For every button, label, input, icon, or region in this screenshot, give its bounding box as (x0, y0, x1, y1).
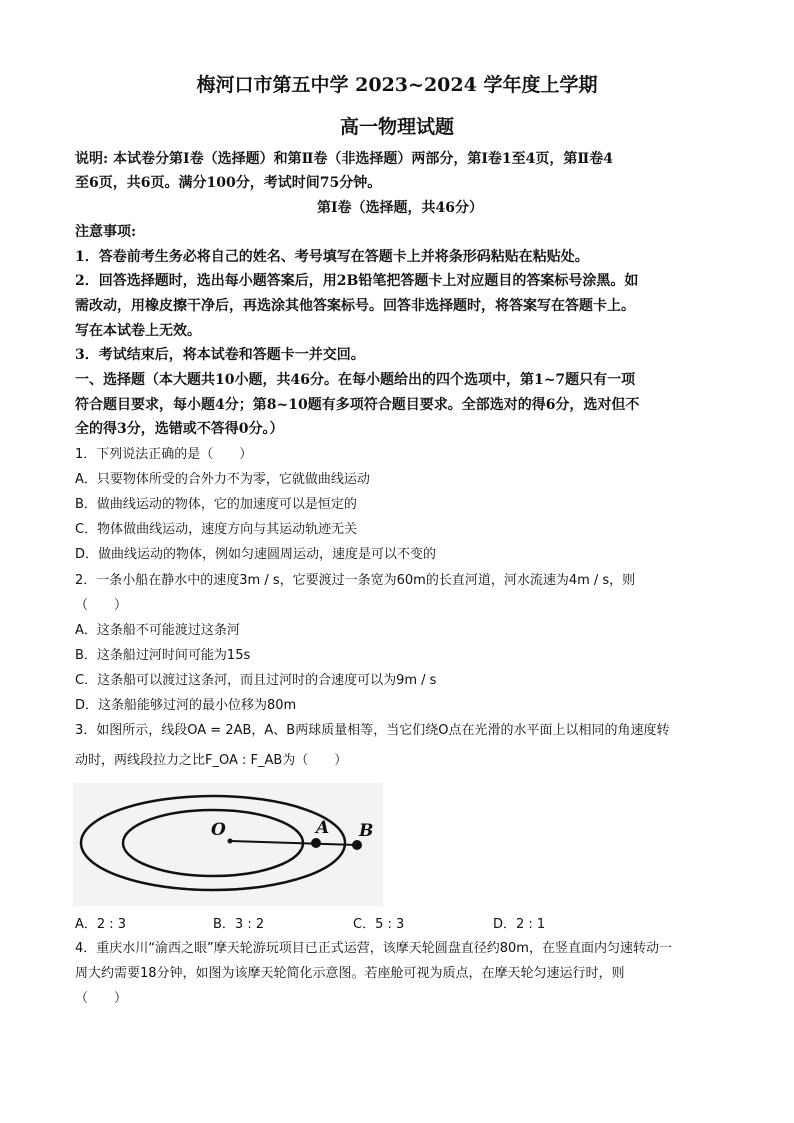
q1-stem: 1．下列说法正确的是（ ） (75, 447, 253, 462)
part1-heading: 第Ⅰ卷（选择题，共46分） (316, 200, 484, 216)
q3-figure (73, 783, 383, 906)
q4-stem-2: 周大约需要18分钟，如图为该摩天轮简化示意图。若座舱可视为质点，在摩天轮匀速运行时，则 (75, 966, 625, 981)
point-o (228, 839, 233, 844)
note-2c: 写在本试卷上无效。 (75, 323, 201, 339)
q2-option-c: C．这条船可以渡过这条河，而且过河时的合速度可以为9m / s (75, 673, 437, 688)
label-a: A (316, 818, 330, 838)
section1-line-3: 全的得3分，选错或不答得0分。） (75, 421, 284, 437)
q1-option-a: A．只要物体所受的合外力不为零，它就做曲线运动 (75, 472, 370, 487)
exam-title: 梅河口市第五中学 2023~2024 学年度上学期 (196, 74, 598, 96)
note-1: 1．答卷前考生务必将自己的姓名、考号填写在答题卡上并将条形码粘贴在粘贴处。 (75, 249, 589, 265)
exam-subtitle: 高一物理试题 (339, 116, 454, 138)
q1-option-c: C．物体做曲线运动，速度方向与其运动轨迹无关 (75, 522, 358, 537)
notes-heading: 注意事项: (75, 224, 137, 240)
q3-stem-1: 3．如图所示，线段OA = 2AB，A、B两球质量相等，当它们绕O点在光滑的水平面上以相同的角速度转 (75, 723, 670, 738)
q3-option-c: C．5 : 3 (353, 917, 405, 932)
ball-a (311, 838, 321, 848)
q4-stem-1: 4．重庆水川“渝西之眼”摩天轮游玩项目已正式运营，该摩天轮圆盘直径约80m，在竖直面内匀速转动一 (75, 941, 672, 956)
section1-line-1: 一、选择题（本大题共10小题，共46分。在每小题给出的四个选项中，第1~7题只有一项 (75, 372, 636, 388)
note-3: 3．考试结束后，将本试卷和答题卡一并交回。 (75, 347, 365, 363)
q3-option-a: A．2 : 3 (75, 917, 127, 932)
q4-paren: （ ） (75, 991, 128, 1006)
q3-option-d: D．2 : 1 (493, 917, 546, 932)
section1-line-2: 符合题目要求，每小题4分；第8~10题有多项符合题目要求。全部选对的得6分，选对但不 (75, 397, 640, 413)
q3-option-b: B．3 : 2 (213, 917, 265, 932)
label-b: B (359, 821, 374, 841)
ball-b (352, 840, 362, 850)
label-o: O (211, 820, 226, 840)
q2-option-d: D．这条船能够过河的最小位移为80m (75, 698, 297, 713)
q2-paren: （ ） (75, 598, 128, 613)
q2-stem: 2．一条小船在静水中的速度3m / s，它要渡过一条宽为60m的长直河道，河水流速为4m / s，则 (75, 573, 636, 588)
intro-line-1: 说明: 本试卷分第Ⅰ卷（选择题）和第Ⅱ卷（非选择题）两部分，第Ⅰ卷1至4页，第Ⅱ卷4 (75, 151, 613, 167)
q1-option-b: B．做曲线运动的物体，它的加速度可以是恒定的 (75, 497, 357, 512)
q1-option-d: D．做曲线运动的物体，例如匀速圆周运动，速度是可以不变的 (75, 547, 437, 562)
note-2a: 2．回答选择题时，选出每小题答案后，用2B铅笔把答题卡上对应题目的答案标号涂黑。如 (75, 273, 639, 289)
q2-option-a: A．这条船不可能渡过这条河 (75, 623, 240, 638)
q2-option-b: B．这条船过河时间可能为15s (75, 648, 251, 663)
q3-stem-2: 动时，两线段拉力之比F_OA : F_AB为（ ） (75, 753, 348, 768)
note-2b: 需改动，用橡皮擦干净后，再选涂其他答案标号。回答非选择题时，将答案写在答题卡上。 (75, 298, 635, 314)
intro-line-2: 至6页，共6页。满分100分，考试时间75分钟。 (75, 175, 382, 191)
